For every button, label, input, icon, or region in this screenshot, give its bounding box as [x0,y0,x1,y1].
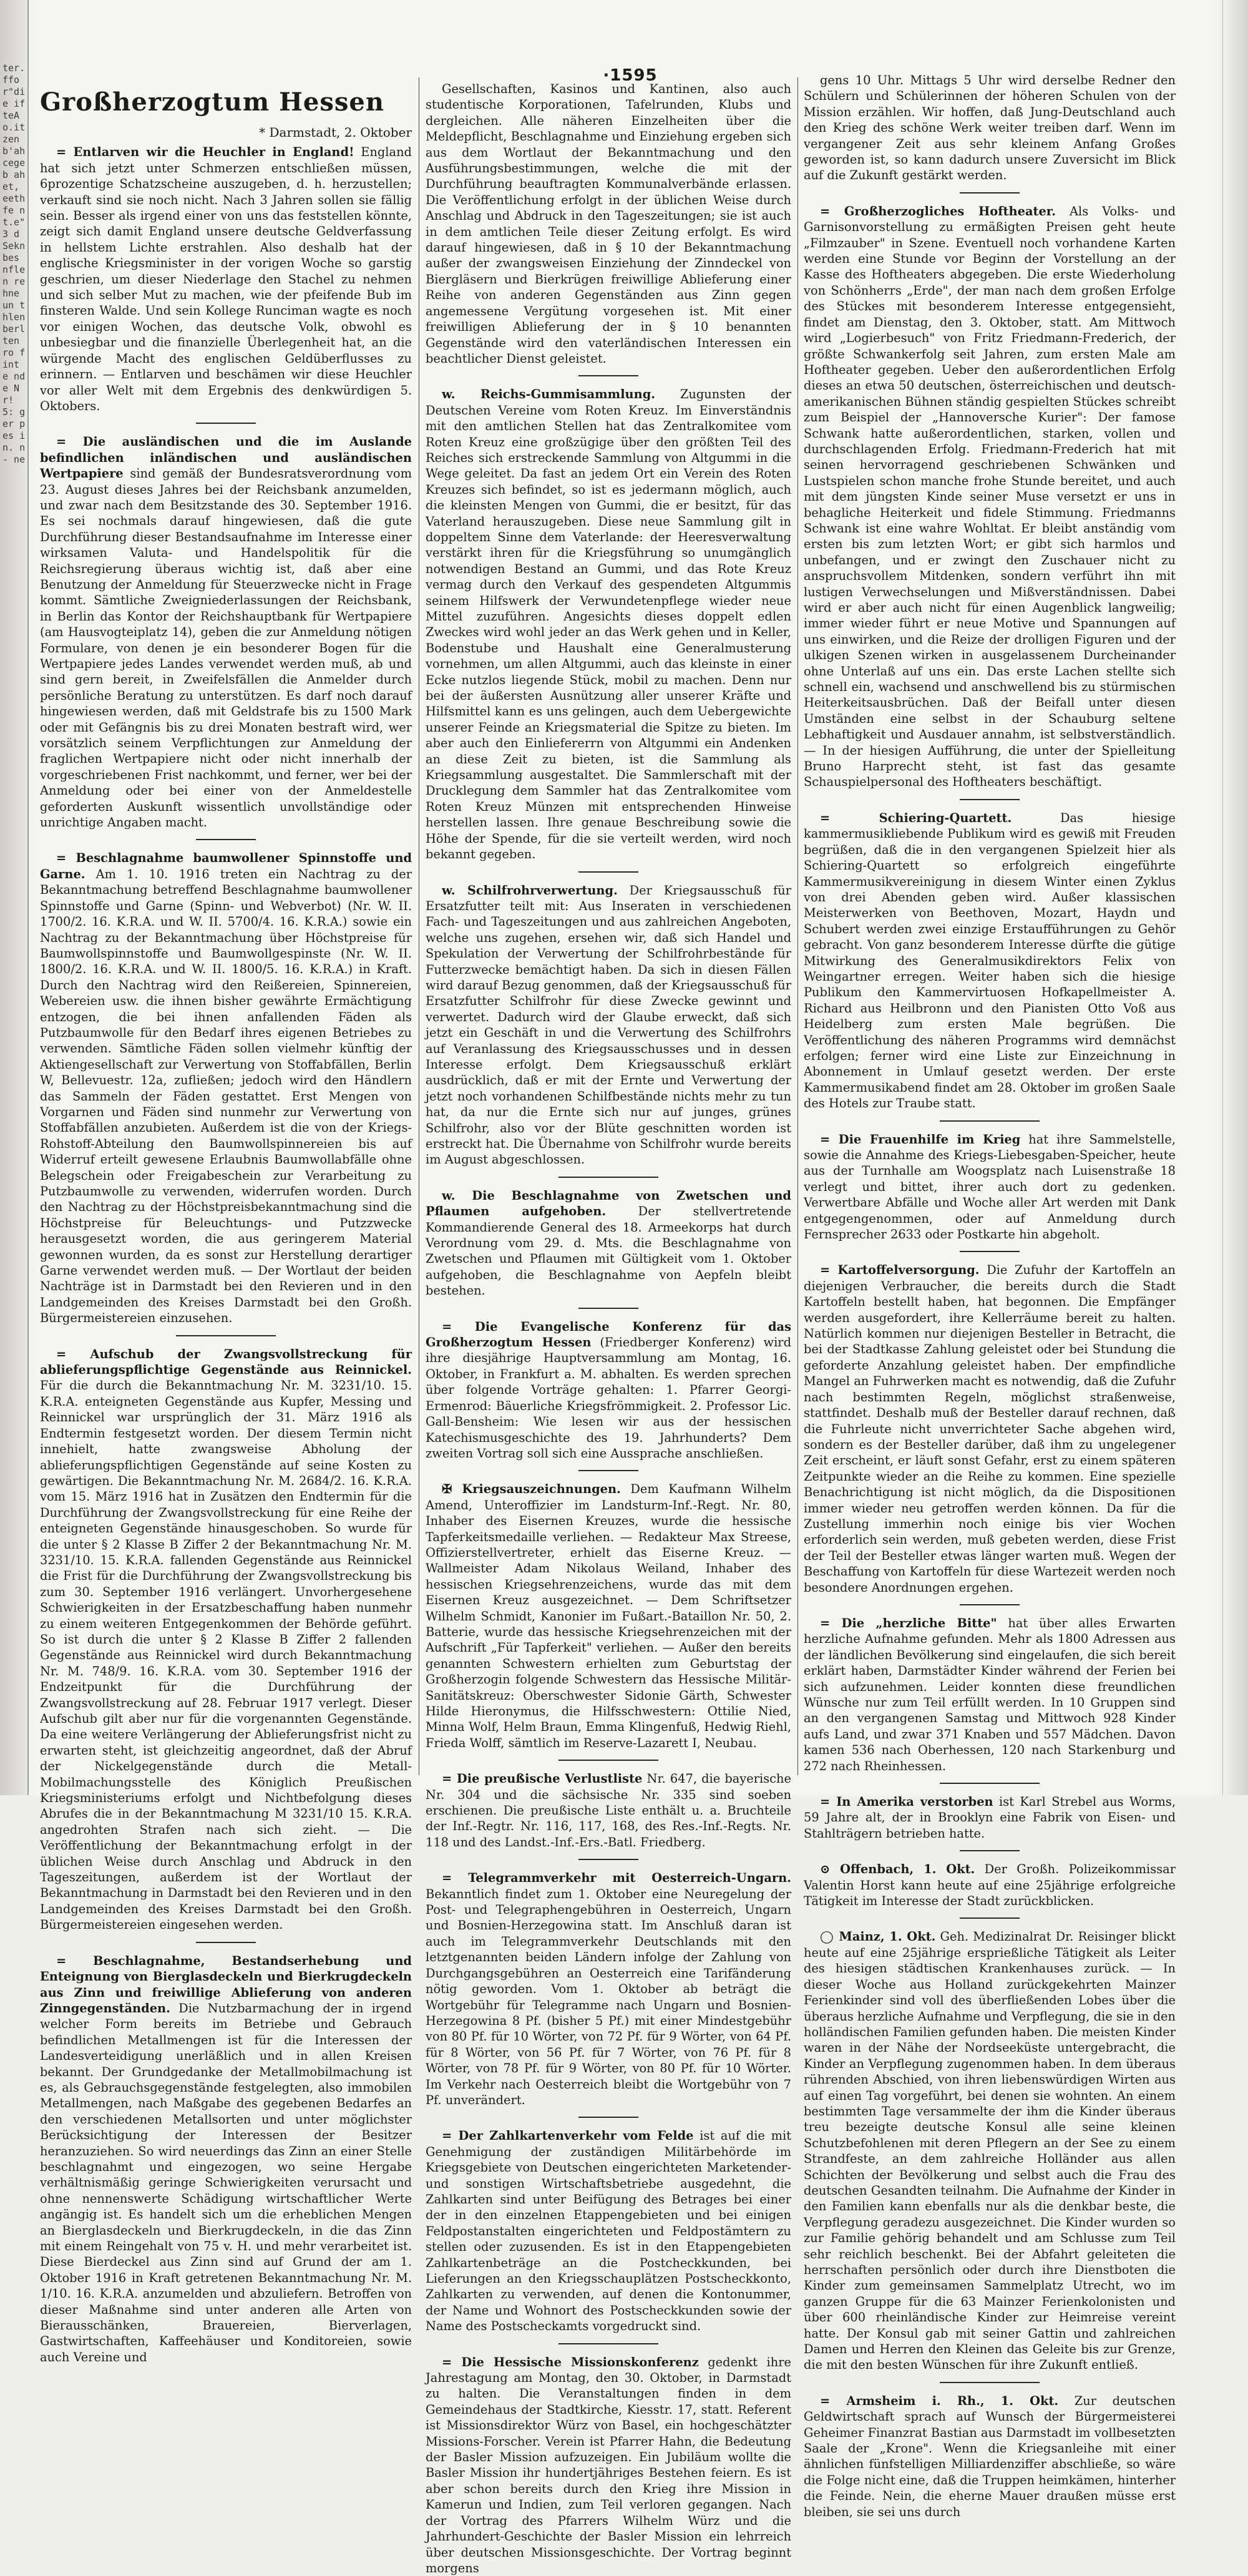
article-separator [558,1760,658,1761]
page-number: ·1595 [603,66,658,85]
article-title: = Aufschub der Zwangsvollstreckung für ablieferungspflichtige Gegenstände aus Reinnickel. [40,1346,412,1378]
article-separator [578,375,638,376]
article [426,883,791,1168]
article [804,2393,1176,2520]
article-separator [578,1470,638,1471]
article-body: gens 10 Uhr. Mittags 5 Uhr wird derselbe Redner den Schülern und Schülerinnen der höheren Schulen von der Mission erzählen. Wir hoffen, daß Jung-Deutschland auch den Krieg des schöne Werk weiter treiben darf. Wenn im vergangener Zeit aus sehr kleinem Anfang Großes geworden ist, so kann dadurch unsere Zuversicht im Blick auf die Zukunft gestärkt werden. [804,73,1176,183]
article [804,1262,1176,1595]
article [426,1771,791,1850]
article-title: = In Amerika verstorben [820,1795,993,1810]
article-title: w. Die Beschlagnahme von Zwetschen und Pflaumen aufgehoben. [426,1188,791,1219]
article-separator [196,839,256,840]
article [804,1132,1176,1243]
article-body: Der stellvertretende Kommandierende General des 18. Armeekorps hat durch Verordnung vom 29. d. Mts. die Beschlagnahme von Zwetschen und Pflaumen mit Gültigkeit vom 1. Oktober aufgehoben, die Beschlagnahme von Aepfeln bleibt bestehen. [426,1204,791,1298]
section-heading: Großherzogtum Hessen [40,87,384,117]
article-title: = Kartoffelversorgung. [820,1263,980,1278]
article-body: Nr. 647, die bayerische Nr. 304 und die sächsische Nr. 335 sind soeben erschienen. Die preußische Liste enthält u. a. Bruchteile der Inf.-Regtr. Nr. 116, 117, 168, des Res.-Inf.-Regts. Nr. 118 und des Landst.-Inf.-Ers.-Batl. Friedberg. [426,1771,791,1849]
article [426,81,791,366]
article [426,1481,791,1751]
article-title: = Armsheim i. Rh., 1. Okt. [820,2393,1059,2408]
article [804,810,1176,1112]
article-separator [960,1917,1020,1919]
article-title: = Der Zahlkartenverkehr vom Felde [442,2128,694,2143]
article-title: w. Reichs-Gummisammlung. [442,387,656,402]
article-title: = Die ausländischen und die im Auslande befindlichen inländischen und ausländischen Wertpapiere [40,434,412,481]
article [40,144,412,414]
article-list [804,72,1176,2520]
article-separator [960,1604,1020,1605]
article-body: hat ihre Sammelstelle, sowie die Annahme des Kriegs-Liebesgaben-Speicher, heute aus der Turnhalle am Woogsplatz nach Luisenstraße 18 verlegt und bittet, ihrer auch dort zu gedenken. Verwertbare Abfälle und Woche aller Art werden mit Dank entgegengenommen, oder auf Anmeldung durch Fernsprecher 2633 oder Postkarte hin abgeholt. [804,1132,1176,1242]
article-title: ◯ Mainz, 1. Okt. [820,1929,936,1944]
article-body: England hat sich jetzt unter Schmerzen entschließen müssen, 6prozentige Schatzscheine auszugeben, d. h. herzustellen; verkauft sind sie noch nicht. Nach 3 Jahren sollen sie fällig sein. Besser als irgend einer von uns das feststellen könnte, zeigt sich damit England unsere deutsche Geldverfassung in hellstem Lichte erstrahlen. Also deshalb hat der englische Kriegsminister in der vorigen Woche so garstig geschrien, um dieser Niederlage den Stachel zu nehmen und sich selber Mut zu machen, wie der pfeifende Bub im finsteren Walde. Und sein Kollege Runciman wagte es noch vor einigen Wochen, das deutsche Volk, obwohl es unbesiegbar und die finanzielle Überlegenheit hat, an die würgende Macht des englischen Geldüberflusses zu erinnern. — Entlarven und beschämen wir diese Heuchler vor aller Welt mit dem Ergebnis des denkwürdigen 5. Oktobers. [40,145,412,413]
article-body: Die Zufuhr der Kartoffeln an diejenigen Verbraucher, die bereits durch die Stadt Kartoffeln bestellt haben, hat begonnen. Die Empfänger werden ausgefordert, ihre Kellerräume bereit zu halten. Natürlich kommen nur diejenigen Besteller in Betracht, die bei der Stadtkasse Zahlung geleistet oder bei Stundung die geforderte Anzahlung geleistet haben. Der empfindliche Mangel an Fuhrwerken macht es notwendig, daß die Zufuhr nach bestimmten Regeln, möglichst straßenweise, stattfindet. Deshalb muß der Besteller darauf rechnen, daß die Fuhrleute nicht unverrichteter Sache abgehen wird, sondern es der Besteller darüber, daß ihm zu ungelegener Zeit erscheint, er läuft sonst Gefahr, erst zu einem späteren Zeitpunkte wieder an die Reihe zu kommen. Eine spezielle Benachrichtigung ist nicht möglich, da die Dispositionen immer wieder neu getroffen werden können. Da für die Zustellung immerhin noch einige bis vier Wochen erforderlich sein werden, muß gebeten werden, diese Frist der Teil der Besteller etwas länger warten muß. Wegen der Beschaffung von Kartoffeln für diese Wartezeit werden noch besondere Anordnungen ergehen. [804,1263,1176,1595]
article-separator [196,423,256,424]
article-body: sind gemäß der Bundesratsverordnung vom 23. August dieses Jahres bei der Reichsbank anzumelden, und zwar nach dem Besitzstande des 30. September 1916. Es sei nochmals darauf hingewiesen, daß die gute Durchführung dieser Bestandsaufnahme im Interesse einer wirksamen Valuta- und Handelspolitik für die Reichsregierung überaus wichtig ist, daß aber eine Benutzung der Anmeldung für Steuerzwecke nicht in Frage kommt. Sämtliche Zweigniederlassungen der Reichsbank, in Berlin das Kontor der Reichshauptbank für Wertpapiere (am Hausvogteiplatz 14), geben die zur Anmeldung nötigen Formulare, von denen je ein besonderer Bogen für die Wertpapiere jedes Landes verwendet werden muß, ab und sind gern bereit, in Zweifelsfällen die Anmelder durch persönliche Beratung zu unterstützen. Es darf noch darauf hingewiesen werden, daß mit Geldstrafe bis zu 1500 Mark oder mit Gefängnis bis zu drei Monaten bestraft wird, wer vorsätzlich seinem Verpflichtungen zur Anmeldung der fraglichen Wertpapiere nicht oder nicht innerhalb der vorgeschriebenen Frist nachkommt, und ferner, wer bei der Anmeldung oder bei einer von der Anmeldestelle geforderten Auskunft wissentlich unvollständige oder unrichtige Angaben macht. [40,466,412,830]
article-body: Zur deutschen Geldwirtschaft sprach auf Wunsch der Bürgermeisterei Geheimer Finanzrat Bastian aus Darmstadt im vollbesetzten Saale der „Krone". Wenn die Kriegsanleihe mit einer ähnlichen fünfstelligen Milliardenziffer abschließe, so wäre die Folge nicht eine, daß die Truppen heimkämen, hinterher die Feinde. Nein, die eherne Mauer draußen müsse erst bleiben, sie sei uns durch [804,2393,1176,2519]
article-title: = Schiering-Quartett. [820,810,1012,825]
article-separator [578,1308,638,1309]
article-title: = Die „herzliche Bitte" [820,1615,997,1630]
column-3 [804,72,1176,2519]
article [426,386,791,862]
article-body: ist auf die mit Genehmigung der zuständigen Militärbehörde im Kriegsgebiete von Deutschen eingerichteten Marketender- und sonstigen Wirtschaftsbetriebe ausgedehnt, die Zahlkarten sind unter Beifügung des Betrages bei einer der in den einzelnen Etappengebieten und bei einigen Feldpostanstalten eingerichteten und Feldpostämtern zu stellen oder zuzusenden. Es ist in den Etappengebieten Zahlkartenbeträge an die Postcheckkunden, bei Lieferungen an den Kriegsschauplätzen Postscheckkonto, Zahlkarten zu verwenden, auf denen die Kontonummer, der Name und Wohnort des Postscheckkunden sowie der Name des Postscheckamts vorgedruckt sind. [426,2128,791,2334]
article-title: = Die Hessische Missionskonferenz [442,2354,699,2369]
article-separator [960,799,1020,800]
article-separator [578,1859,638,1860]
article-title: = Großherzogliches Hoftheater. [820,203,1056,218]
article-body: ist Karl Strebel aus Worms, 59 Jahre alt, der in Brooklyn eine Fabrik von Eisen- und Stahlträgern betrieben hatte. [804,1795,1176,1841]
article-body: hat über alles Erwarten herzliche Aufnahme gefunden. Mehr als 1800 Adressen aus der ländlichen Bevölkerung sind eingelaufen, die sich bereit erklärt haben, Darmstädter Kinder während der Ferien bei sich aufzunehmen. Leider konnten diese freundlichen Wünsche nur zum Teil erfüllt werden. In 10 Gruppen sind an den vergangenen Samstag und Mittwoch 928 Kinder aufs Land, und zwar 371 Knaben und 557 Mädchen. Davon kamen 536 nach Oberhessen, 120 nach Starkenburg und 272 nach Rheinhessen. [804,1615,1176,1773]
article-separator [558,1177,658,1178]
article [40,434,412,830]
article-body: Der Kriegsausschuß für Ersatzfutter teilt mit: Aus Inseraten in verschiedenen Fach- und Tageszeitungen und aus zahlreichen Angeboten, welche uns zugehen, ersehen wir, daß sich Handel und Spekulation der Verwertung der Schilfrohrbestände für Futterzwecke bemächtigt haben. Da sich in diesen Fällen wird darauf Bezug genommen, daß der Kriegsausschuß für Ersatzfutter Schilfrohr für diese Zwecke gewinnt und verwertet. Dadurch wird der Glaube erweckt, daß sich jetzt ein Geschäft in und die Verwertung des Schilfrohrs auf Veranlassung des Kriegsausschusses und in dessen Interesse erfolgt. Dem Kriegsausschuß erklärt ausdrücklich, daß er mit der Ernte und Verwertung der jetzt noch vorhandenen Schilfbestände nichts mehr zu tun hat, da nur die Ernte sich nur auf junges, grünes Schilfrohr, also vor der Blüte geschnitten worden ist erstreckt hat. Die Übernahme von Schilfrohr wurde bereits im August abgeschlossen. [426,883,791,1167]
article [40,1953,412,2366]
article [804,72,1176,184]
article-list [40,144,412,2365]
article-body: Für die durch die Bekanntmachung Nr. M. 3231/10. 15. K.R.A. enteigneten Gegenstände aus Kupfer, Messing und Reinnickel war ursprünglich der 31. März 1916 als Endtermin festgesetzt worden. Der diesem Termin nicht innehielt, hatte zwangsweise Abholung der ablieferungspflichtigen Gegenstände auf seine Kosten zu gewärtigen. Die Bekanntmachung Nr. M. 2684/2. 16. K.R.A. vom 15. März 1916 hat in Zusätzen den Endtermin für die Durchführung der Zwangsvollstreckung für eine Reihe der enteigneten Gegenstände hinausgeschoben. So wurde für die unter § 2 Klasse B Ziffer 2 der Bekanntmachung Nr. M. 3231/10. 15. K.R.A. fallenden Gegenstände aus Reinnickel die Frist für die Durchführung der Zwangsvollstreckung bis zum 30. September 1916 verlängert. Unvorhergesehene Schwierigkeiten in der Ersatzbeschaffung haben nunmehr zu einem weiteren Entgegenkommen der Behörde geführt. So ist durch die unter § 2 Klasse B Ziffer 2 fallenden Gegenstände aus Reinnickel wird durch Bekanntmachung Nr. M. 748/9. 16. K.R.A. vom 30. September 1916 der Endzeitpunkt für die Durchführung der Zwangsvollstreckung auf 28. Februar 1917 verlegt. Dieser Aufschub gilt aber nur für die vorgenannten Gegenstände. Da eine weitere Verlängerung der Ablieferungsfrist nicht zu erwarten steht, ist gleichzeitig angeordnet, daß der Abruf der Nickelgegenstände durch die Metall-Mobilmachungsstelle des Königlich Preußischen Kriegsministeriums erfolgt und Nichtbefolgung dieses Abrufes die in der Bekanntmachung M 3231/10 15. K.R.A. angedrohten Strafen nach sich zieht. — Die Veröffentlichung der Bekanntmachung erfolgt in der üblichen Weise durch Anschlag und Abdruck in den Tageszeitungen, außerdem ist der Wortlaut der Bekanntmachung in Darmstadt bei den Revieren und in den Landgemeinden des Kreises Darmstadt bei den Großh. Bürgermeistereien eingesehen werden. [40,1378,412,1932]
column-divider [797,77,798,1775]
article-body: (Friedberger Konferenz) wird ihre diesjährige Hauptversammlung am Montag, 16. Oktober, in Frankfurt a. M. abhalten. Es werden sprechen über folgende Vorträge gehalten: 1. Pfarrer Georgi-Ermenrod: Bäuerliche Kriegsfrömmigkeit. 2. Professor Lic. Gall-Bensheim: Wie lesen wir aus der hessischen Katechismusgeschichte des 19. Jahrhunderts? Dem zweiten Vortrag soll sich eine Aussprache anschließen. [426,1335,791,1461]
article-separator [578,871,638,873]
article-body: gedenkt ihre Jahrestagung am Montag, den 30. Oktober, in Darmstadt zu halten. Die Veranstaltungen finden in dem Gemeindehaus der Stadtkirche, Kiesstr. 17, statt. Referent ist Missionsdirektor Würz von Basel, ein hochgeschätzter Missions-Forscher. Verein ist Pfarrer Hahn, die Bedeutung der Basler Mission aufzuzeigen. Ein Jubiläum wollte die Basler Mission ihr hundertjähriges Bestehen feiern. Es ist aber schon bereits durch den Krieg ihre Mission in Kamerun und Indien, zum Teil verloren gegangen. Nach der Vortrag des Pfarrers Wilhelm Würz und die Jahrhundert-Geschichte der Basler Mission ein lehrreich über deutschen Missionsgeschichte. Der Vortrag beginnt morgens [426,2354,791,2575]
article-separator [940,2382,1040,2383]
article [426,1188,791,1299]
article [426,1870,791,2108]
article-title: = Beschlagnahme baumwollener Spinnstoffe und Garne. [40,851,412,881]
article [426,2128,791,2334]
article-body: Zugunsten der Deutschen Vereine vom Roten Kreuz. Im Einverständnis mit den amtlichen Stellen hat das Zentralkomitee vom Roten Kreuz eine großzügige über den größten Teil des Reiches sich erstreckende Sammlung von Altgummi in die Wege geleitet. Da fast an jedem Ort ein Verein des Roten Kreuzes sich befindet, so ist es jedermann möglich, auch die kleinsten Mengen von Gummi, die er besitzt, für das Vaterland herauszugeben. Diese neue Sammlung gilt in doppeltem Sinne dem Vaterlande: der Heeresverwaltung verstärkt ihren für die Kriegsführung so unumgänglich notwendigen Bestand an Gummi, und das Rote Kreuz vermag durch den Verkauf des gespendeten Altgummis seinem Hilfswerk der Verwundetenpflege wieder neue Mittel zuzuführen. Angesichts dieses doppelt edlen Zweckes wird wohl jeder an das Werk gehen und in Keller, Bodenstube und Haushalt eine Generalmusterung vornehmen, um allen Altgummi, auch das kleinste in einer Ecke nutzlos liegende Stück, mobil zu machen. Denn nur bei der äußersten Ausnützung aller unserer Kräfte und Hilfsmittel kann es uns gelingen, auch dem Uebergewichte unserer Feinde an Kriegsmaterial die Spitze zu bieten. Im aber auch den Einliefererrn von Altgummi ein Andenken an diese Zeit zu bieten, ist die Sammlung als Kriegsammlung ausgestaltet. Die Sammlerschaft mit der Drucklegung dem Sammler hat das Zentralkomitee vom Roten Kreuz Münzen mit entsprechenden Hinweise herstellen lassen. Ihre genaue Beschreibung sowie die Höhe der Spende, für die sie verteilt werden, wird noch bekannt gegeben. [426,387,791,862]
article [804,203,1176,790]
article-separator [960,1850,1020,1851]
article-separator [960,1251,1020,1252]
article [426,2354,791,2576]
article-separator [940,1120,1040,1122]
adjacent-page-text: ter.ffo r"die ifteAo.itzenb'ahcegeb ahet, eeth fe nt.e" 3 d Sekn bes nflen rehne un thlen berlten ro fint e nde Nr! 5: ger pes in. n- ne [2,62,31,465]
article-body: Am 1. 10. 1916 treten ein Nachtrag zu der Bekanntmachung betreffend Beschlagnahme baumwollener Spinnstoffe und Garne (Spinn- und Webverbot) (Nr. W. II. 1700/2. 16. K.R.A. und W. II. 5700/4. 16. K.R.A.) sowie ein Nachtrag zu der Bekanntmachung über Höchstpreise für Baumwollspinnstoffe und Baumwollgespinste (Nr. W. II. 1800/2. 16. K.R.A. und W. II. 1800/5. 16. K.R.A.) in Kraft. Durch den Nachtrag wird den Reißereien, Spinnereien, Webereien usw. die ihnen bisher gewährte Ermächtigung entzogen, die bei ihnen anfallenden Fäden als Putzbaumwolle für den Bedarf ihres eigenen Betriebes zu verwenden. Sämtliche Fäden sollen vielmehr künftig der Aktiengesellschaft zur Verwertung von Stoffabfällen, Berlin W, Bellevuestr. 12a, zufließen; jedoch wird den Händlern das Sammeln der Fäden gestattet. Erst Mengen von Vorgarnen und Fäden sind nunmehr zur Verwertung von Stoffabfällen anzubieten. Außerdem ist die von der Kriegs-Rohstoff-Abteilung den Baumwollspinnereien bis auf Widerruf erteilt gewesene Erlaubnis Baumwollabfälle ohne Belegschein oder Freigabeschein zur Verarbeitung zu Putzbaumwolle zu verwenden, widerrufen worden. Durch den Nachtrag zu der Höchstpreisbekanntmachung sind die Höchstpreise für Beleuchtungs- und Putzzwecke herausgesetzt worden, die aus geringerem Material gewonnen wurden, da es sonst zur Herstellung derartiger Garne verwendet werden muß. — Der Wortlaut der beiden Nachträge ist in Darmstadt bei den Revieren und in den Landgemeinden des Kreises Darmstadt bei den Großh. Bürgermeistereien einzusehen. [40,866,412,1326]
article [804,1929,1176,2373]
article-separator [558,2343,658,2344]
article-separator [940,1783,1040,1784]
article-title: = Die Evangelische Konferenz für das Großherzogtum Hessen [426,1319,791,1350]
dateline: * Darmstadt, 2. Oktober [259,125,412,140]
article-body: Bekanntlich findet zum 1. Oktober eine Neuregelung der Post- und Telegraphengebühren in Oesterreich, Ungarn und Bosnien-Herzegowina statt. Im Anschluß daran ist auch im Telegrammverkehr Deutschlands mit den letztgenannten beiden Ländern infolge der Zahlung von Durchgangsgebühren an Oesterreich eine Tarifänderung nötig geworden. Vom 1. Oktober ab beträgt die Wortgebühr für Telegramme nach Ungarn und Bosnien-Herzegowina 8 Pf. (bisher 5 Pf.) mit einer Mindestgebühr von 80 Pf. für 10 Wörter, von 72 Pf. für 9 Wörter, von 64 Pf. für 8 Wörter, von 56 Pf. für 7 Wörter, von 76 Pf. für 8 Wörter, von 78 Pf. für 9 Wörter, von 80 Pf. für 10 Wörter. Im Verkehr nach Oesterreich bleibt die Wortgebühr von 7 Pf. unverändert. [426,1886,791,2107]
article [804,1615,1176,1774]
article-title: = Entlarven wir die Heuchler in England! [56,145,354,160]
article [804,1861,1176,1909]
article [40,1346,412,1933]
article [804,1794,1176,1841]
article-title: = Die Frauenhilfe im Krieg [820,1132,1021,1147]
article-title: w. Schilfrohrverwertung. [442,883,618,898]
article-title: = Beschlagnahme, Bestandserhebung und Enteignung von Bierglasdeckeln und Bierkrugdeckeln aus Zinn und freiwillige Ablieferung von anderen Zinngegenständen. [40,1953,412,2015]
article-body: Als Volks- und Garnisonvorstellung zu ermäßigten Preisen geht heute „Filmzauber" in Szene. Eventuell noch vorhandene Karten werden eine Stunde vor Beginn der Vorstellung an der Kasse des Hoftheaters abgegeben. Die erste Wiederholung von Schönherrs „Erde", der man nach dem großen Erfolge des Stückes mit besonderem Interesse entgegensieht, findet am Dienstag, den 3. Oktober, statt. Am Mittwoch wird „Logierbesuch" von Fritz Friedmann-Frederich, der größte Schwankerfolg seit Jahren, zum ersten Male am Hoftheater gegeben. Ueber den außerordentlichen Erfolg dieses an etwa 50 deutschen, österreichischen und deutsch-amerikanischen Bühnen ständig gespielten Stückes schreibt zum Beispiel der „Hannoversche Kurier": Der famose Schwank hatte außerordentlichen, starken, vollen und durchschlagenden Erfolg. Friedmann-Frederich hat mit seinen hervorragend geschriebenen Schwänken und Lustspielen schon manche frohe Stunde bereitet, und auch mit dem jüngsten Kinde seiner Muse versetzt er uns in behagliche Heiterkeit und fidele Stimmung. Friedmanns Schwank ist eine wahre Wohltat. Er bleibt anständig vom ersten bis zum letzten Wort; er gibt sich harmlos und unbefangen, und er zwingt den Zuschauer nicht zu anspruchsvollem Mitdenken, sondern verführt ihn mit lustigen Verwechselungen und Mißverständnissen. Dabei wird er aber auch nicht für einen Augenblick langweilig; immer wieder führt er neue Motive und Spannungen auf uns einwirken, und die Reize der drolligen Figuren und der ulkigen Szenen wirken in ausgelassenem Durcheinander ohne Unterlaß auf uns ein. Das erste Lachen stellte sich schnell ein, wachsend und anschwellend bis zu stürmischen Heiterkeitsausbrüchen. Daß der Beifall unter diesen Umständen eine selbst in der Schauburg seltene Lebhaftigkeit und Ausdauer annahm, ist selbstverständlich. — In der hiesigen Aufführung, die unter der Spielleitung Bruno Harprecht steht, ist fast das gesamte Schauspielpersonal des Hoftheaters beschäftigt. [804,203,1176,790]
article-title: ✠ Kriegsauszeichnungen. [442,1482,621,1497]
article [426,1319,791,1462]
article-body: Das hiesige kammermusikliebende Publikum wird es gewiß mit Freuden begrüßen, daß die in den vergangenen Spielzeit hier als Schiering-Quartett so erfolgreich eingeführte Kammermusikvereinigung in diesem Winter einen Zyklus von drei Abenden geben wird. Außer klassischen Meisterwerken von Beethoven, Mozart, Haydn und Schubert werden zwei einzige Erstaufführungen zu Gehör gebracht. Von ganz besonderem Interesse dürfte die gütige Mitwirkung des Generalmusikdirektors Felix von Weingartner erregen. Weiter haben sich die hiesige Publikum den Kammervirtuosen Hofkapellmeister A. Richard aus Heilbronn und den Pianisten Otto Voß aus Heidelberg zum ersten Male begrüßen. Die Veröffentlichung des näheren Programms wird demnächst erfolgen; ferner wird eine Liste zur Einzeichnung in Abonnement in Umlauf gesetzt werden. Der erste Kammermusikabend findet am 28. Oktober im großen Saale des Hotels zur Traube statt. [804,810,1176,1111]
article-body: Die Nutzbarmachung der in irgend welcher Form bereits im Betriebe und Gebrauch befindlichen Metallmengen ist für die Interessen der Landesverteidigung unerläßlich und in allen Kreisen bekannt. Der Grundgedanke der Metallmobilmachung ist es, als Gebrauchsgegenstände festgelegten, also immobilen Metallmengen, nach Maßgabe des gegebenen Bedarfes an den verschiedenen Metallsorten und unter möglichster Berücksichtigung der Interessen der Besitzer heranzuziehen. So wird neuerdings das Zinn an einer Stelle beschlagnahmt und eingezogen, wo seine Hergabe verhältnismäßig geringe Schwierigkeiten verursacht und ohne nennenswerte Schädigung wirtschaftlicher Werte angängig ist. Es handelt sich um die erheblichen Mengen an Bierglasdeckeln und Bierkrugdeckeln, in die das Zinn mit einem Reingehalt von 75 v. H. und mehr verarbeitet ist. Diese Bierdeckel aus Zinn sind auf Grund der am 1. Oktober 1916 in Kraft getretenen Bekanntmachung Nr. M. 1/10. 16. K.R.A. anzumelden und abzuliefern. Betroffen von dieser Maßnahme sind unter anderen alle Arten von Bierausschänken, Brauereien, Bierverlagen, Gastwirtschaften, Kaffeehäuser und Konditoreien, sowie auch Vereine und [40,2001,412,2364]
article-title: = Telegrammverkehr mit Oesterreich-Ungarn. [442,1871,791,1886]
article-separator [960,192,1020,193]
article-body: Der Großh. Polizeikommissar Valentin Horst kann heute auf eine 25jährige erfolgreiche Tätigkeit im Interesse der Stadt zurückblicken. [804,1862,1176,1909]
article-title: = Die preußische Verlustliste [442,1771,643,1786]
article-separator [176,1335,276,1336]
article-separator [196,1942,256,1943]
article-separator [578,2117,638,2118]
article-body: Gesellschaften, Kasinos und Kantinen, also auch studentische Korporationen, Tafelrunden, Klubs und dergleichen. Alle näheren Einzelheiten über die Meldepflicht, Beschlagnahme und Einziehung ergeben sich aus dem Wortlaut der Bekanntmachung und den Ausführungsbestimmungen, welche die mit der Durchführung beauftragten Kommunalverbände erlassen. Die Veröffentlichung erfolgt in der üblichen Weise durch Anschlag und Abdruck in den Tageszeitungen; sie ist auch in dem amtlichen Teile dieser Zeitung erfolgt. Es wird darauf hingewiesen, daß in § 10 der Bekanntmachung außer der zwangsweisen Einziehung der Zinndeckel von Biergläsern und Bierkrügen freiwillige Ablieferung einer Reihe von anderen Gegenständen aus Zinn gegen angemessene Vergütung vorgesehen ist. Mit einer freiwilligen Ablieferung der in § 10 benannten Gegenstände wird den vaterländischen Interessen ein beachtlicher Dienst geleistet. [426,82,791,366]
page-edge [1222,0,1248,1795]
article [40,850,412,1326]
column-1 [40,87,412,2364]
article-list [426,81,791,2576]
article-title: ⊙ Offenbach, 1. Okt. [820,1862,975,1877]
article-body: Geh. Medizinalrat Dr. Reisinger blickt heute auf eine 25jährige ersprießliche Tätigkeit als Leiter des hiesigen städtischen Krankenhauses zurück. — In dieser Woche aus Holland zurückgekehrten Mainzer Ferienkinder sind voll des überfließenden Lobes über die überaus herzliche Aufnahme und Verpflegung, die sie in den holländischen Familien gefunden haben. Die meisten Kinder waren in der Nähe der Nordseeküste untergebracht, die Kinder an Verpflegung zugenommen haben. In dem überaus rührenden Abschied, von ihren liebenswürdigen Wirten aus auf einen Tag vorgeführt, bei denen sie wohnten. An einem bestimmten Tage versammelte der ihm die Kinder überaus treu bezeigte deutsche Konsul alle seine kleinen Schutzbefohlenen mit deren Pflegern an der See zu einem Strandfeste, an dem zahlreiche Holländer aus allen Schichten der Bevölkerung und selbst auch die Frau des deutschen Gesandten teilnahm. Die Aufnahme der Kinder in den Familien kann ebenfalls nur als die denkbar beste, die Verpflegung geradezu ausgezeichnet. Die Kinder wurden so zur Familie gehörig behandelt und am Schlusse zum Teil sehr reichlich beschenkt. Bei der Abfahrt geleiteten die herrschaften persönlich oder durch ihre Dienstboten die Kinder zum gemeinsamen Sammelplatz Utrecht, wo im ganzen Gruppe für die 63 Mainzer Ferienkolonisten und über 600 rheinländische Kinder zur Heimreise vereint hatte. Der Konsul gab mit seiner Gattin und zahlreichen Damen und Herren den Kleinen das Geleite bis zur Grenze, die mit den besten Wünschen für ihre Zukunft entließ. [804,1929,1176,2373]
column-2 [426,81,792,2575]
adjacent-page-fragment [0,0,29,1795]
article-body: Dem Kaufmann Wilhelm Amend, Unteroffizier im Landsturm-Inf.-Regt. Nr. 80, Inhaber des Eisernen Kreuzes, wurde die hessische Tapferkeitsmedaille verliehen. — Redakteur Max Streese, Offizierstellvertreter, erhielt das Eiserne Kreuz. — Wallmeister Adam Nikolaus Weiland, Inhaber des hessischen Kriegsehrenzeichens, wurde das mit dem Eisernen Kreuz ausgezeichnet. — Dem Schriftsetzer Wilhelm Schmidt, Kanonier im Fußart.-Bataillon Nr. 50, 2. Batterie, wurde das hessische Kriegsehrenzeichen mit der Aufschrift „Für Tapferkeit" verliehen. — Außer den bereits genannten Schwestern erhielten zum Geburtstag der Großherzogin folgende Schwestern das Hessische Militär-Sanitätskreuz: Oberschwester Sidonie Gärth, Schwester Hilde Hieronymus, die Hilfsschwestern: Ottilie Nied, Minna Wolf, Helm Braun, Emma Klingenfuß, Hedwig Riehl, Frieda Wolff, sämtlich im Reserve-Lazarett I, Neubau. [426,1482,792,1750]
